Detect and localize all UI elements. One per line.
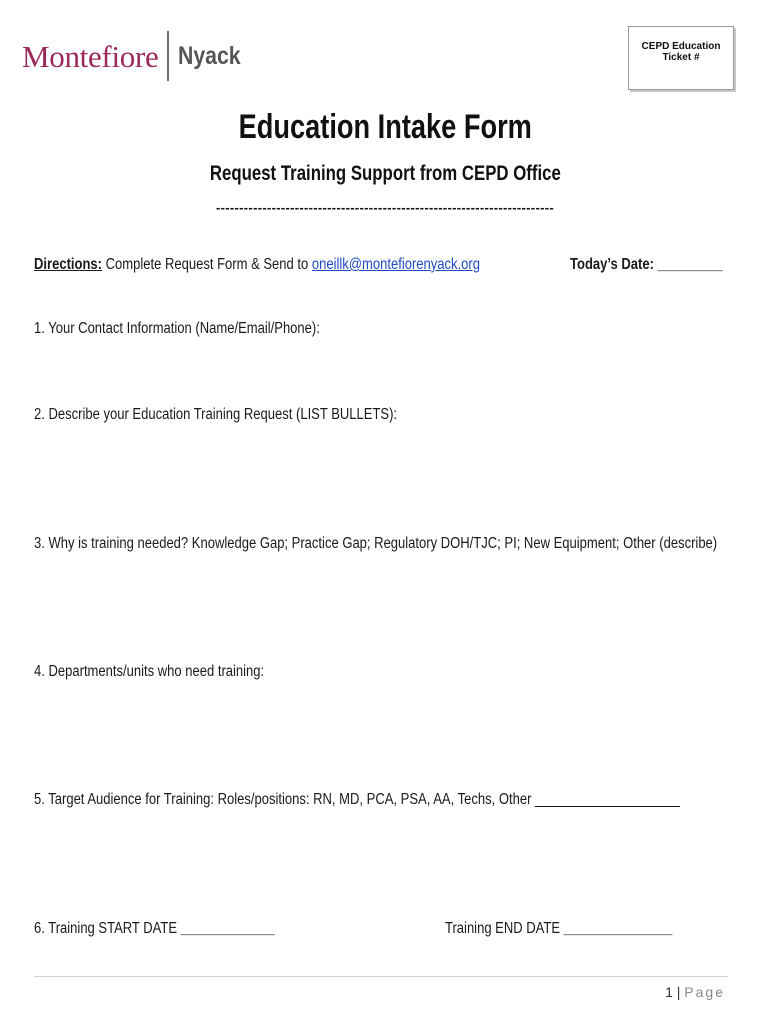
form-subtitle bbox=[0, 162, 770, 186]
page-word: Page bbox=[684, 984, 725, 1000]
todays-date-label: Today’s Date: bbox=[570, 256, 654, 273]
question-training-request: 2. Describe your Education Training Request (LIST BULLETS): bbox=[34, 406, 398, 423]
directions-line bbox=[34, 256, 480, 274]
directions-label: Directions: bbox=[34, 256, 103, 273]
todays-date-field[interactable] bbox=[570, 256, 723, 274]
question-training-reason: 3. Why is training needed? Knowledge Gap; Practice Gap; Regulatory DOH/TJC; PI; New Equipment; Other (describe) bbox=[34, 535, 718, 552]
start-date-label: 6. Training START DATE bbox=[34, 920, 181, 937]
form-title-text: Education Intake Form bbox=[238, 108, 532, 146]
page-number bbox=[560, 984, 725, 1000]
training-end-date-field[interactable] bbox=[445, 920, 672, 938]
directions-text: Complete Request Form & Send to bbox=[102, 256, 312, 273]
end-date-label: Training END DATE bbox=[445, 920, 564, 937]
end-date-blank[interactable]: _______________ bbox=[563, 920, 673, 937]
logo-sub-text: Nyack bbox=[177, 41, 241, 70]
ticket-number-box[interactable] bbox=[628, 26, 734, 90]
logo-main-text: Montefiore bbox=[22, 38, 159, 74]
logo-divider bbox=[167, 31, 169, 81]
dashed-separator: ------------------------------------------------------------------------- bbox=[216, 200, 554, 215]
question-departments: 4. Departments/units who need training: bbox=[34, 663, 265, 680]
todays-date-blank[interactable]: _________ bbox=[653, 256, 723, 273]
start-date-blank[interactable]: _____________ bbox=[180, 920, 275, 937]
training-start-date-field[interactable] bbox=[34, 920, 275, 938]
email-link[interactable]: oneillk@montefiorenyack.org bbox=[311, 256, 480, 273]
form-title bbox=[0, 108, 770, 147]
question-target-audience: 5. Target Audience for Training: Roles/positions: RN, MD, PCA, PSA, AA, Techs, Other ____________________ bbox=[34, 791, 680, 808]
brand-logo bbox=[22, 30, 252, 82]
page-number-separator: | bbox=[672, 984, 685, 1000]
footer-rule bbox=[34, 976, 728, 977]
page-number-value: 1 bbox=[665, 984, 673, 1000]
ticket-label: CEPD Education Ticket # bbox=[641, 41, 721, 63]
question-contact-info: 1. Your Contact Information (Name/Email/Phone): bbox=[34, 320, 320, 337]
form-subtitle-text: Request Training Support from CEPD Office bbox=[209, 162, 561, 185]
